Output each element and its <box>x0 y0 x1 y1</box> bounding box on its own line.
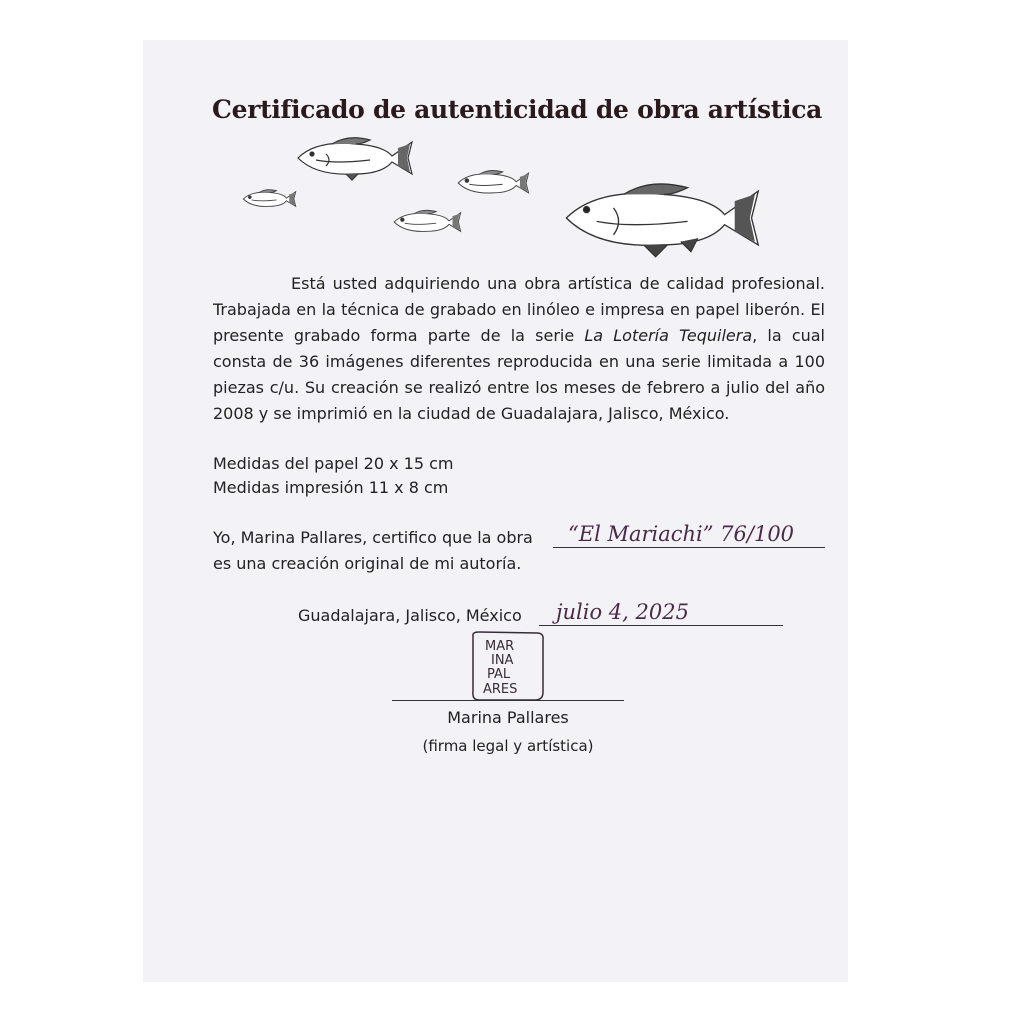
fish-illustration-3 <box>457 168 531 198</box>
fish-icon <box>298 138 412 180</box>
signature-stamp <box>469 630 547 704</box>
signer-name: Marina Pallares <box>447 708 569 727</box>
certify-statement: Yo, Marina Pallares, certifico que la obra <box>213 528 533 547</box>
signer-note: (firma legal y artística) <box>422 737 594 755</box>
series-name: La Lotería Tequilera <box>584 326 753 345</box>
artwork-title-line <box>553 547 825 548</box>
stamp-line-3: PAL <box>487 667 511 682</box>
print-size: Medidas impresión 11 x 8 cm <box>213 478 449 497</box>
date-line <box>539 625 783 626</box>
fish-illustration-5 <box>563 176 765 260</box>
certify-statement-end: es una creación original de mi autoría. <box>213 554 522 573</box>
fish-illustration-4 <box>393 208 463 236</box>
stamp-line-1: MAR <box>485 639 515 654</box>
fish-icon <box>243 190 295 207</box>
fish-icon <box>458 171 528 193</box>
certificate-body <box>213 271 825 427</box>
body-text-part1: Está usted adquiriendo una obra artística de calidad profesional. Trabajada en la técnica de grabado en linóleo e impresa en papel liberón. El presente grabado forma parte de la serie <box>213 274 825 345</box>
stamp-line-4: ARES <box>483 682 518 697</box>
signing-place: Guadalajara, Jalisco, México <box>298 606 522 625</box>
certificate-title: Certificado de autenticidad de obra artística <box>212 95 823 124</box>
paper-size: Medidas del papel 20 x 15 cm <box>213 454 454 473</box>
fish-icon <box>566 184 758 257</box>
stamp-line-2: INA <box>491 653 514 668</box>
signature-line <box>392 700 624 701</box>
fish-icon <box>394 210 461 231</box>
artwork-title-handwritten: “El Mariachi” 76/100 <box>568 522 795 546</box>
fish-illustration-2 <box>242 188 298 210</box>
body-text-part2: , la cual consta de 36 imágenes diferentes reproducida en una serie limitada a 100 piezas c/u. Su creación se realizó entre los meses de febrero a julio del año 2008 y se imprimió en la ciudad de Guadalajara, Jalisco, México. <box>213 326 826 423</box>
date-handwritten: julio 4, 2025 <box>556 600 689 624</box>
fish-illustration-1 <box>296 134 416 182</box>
